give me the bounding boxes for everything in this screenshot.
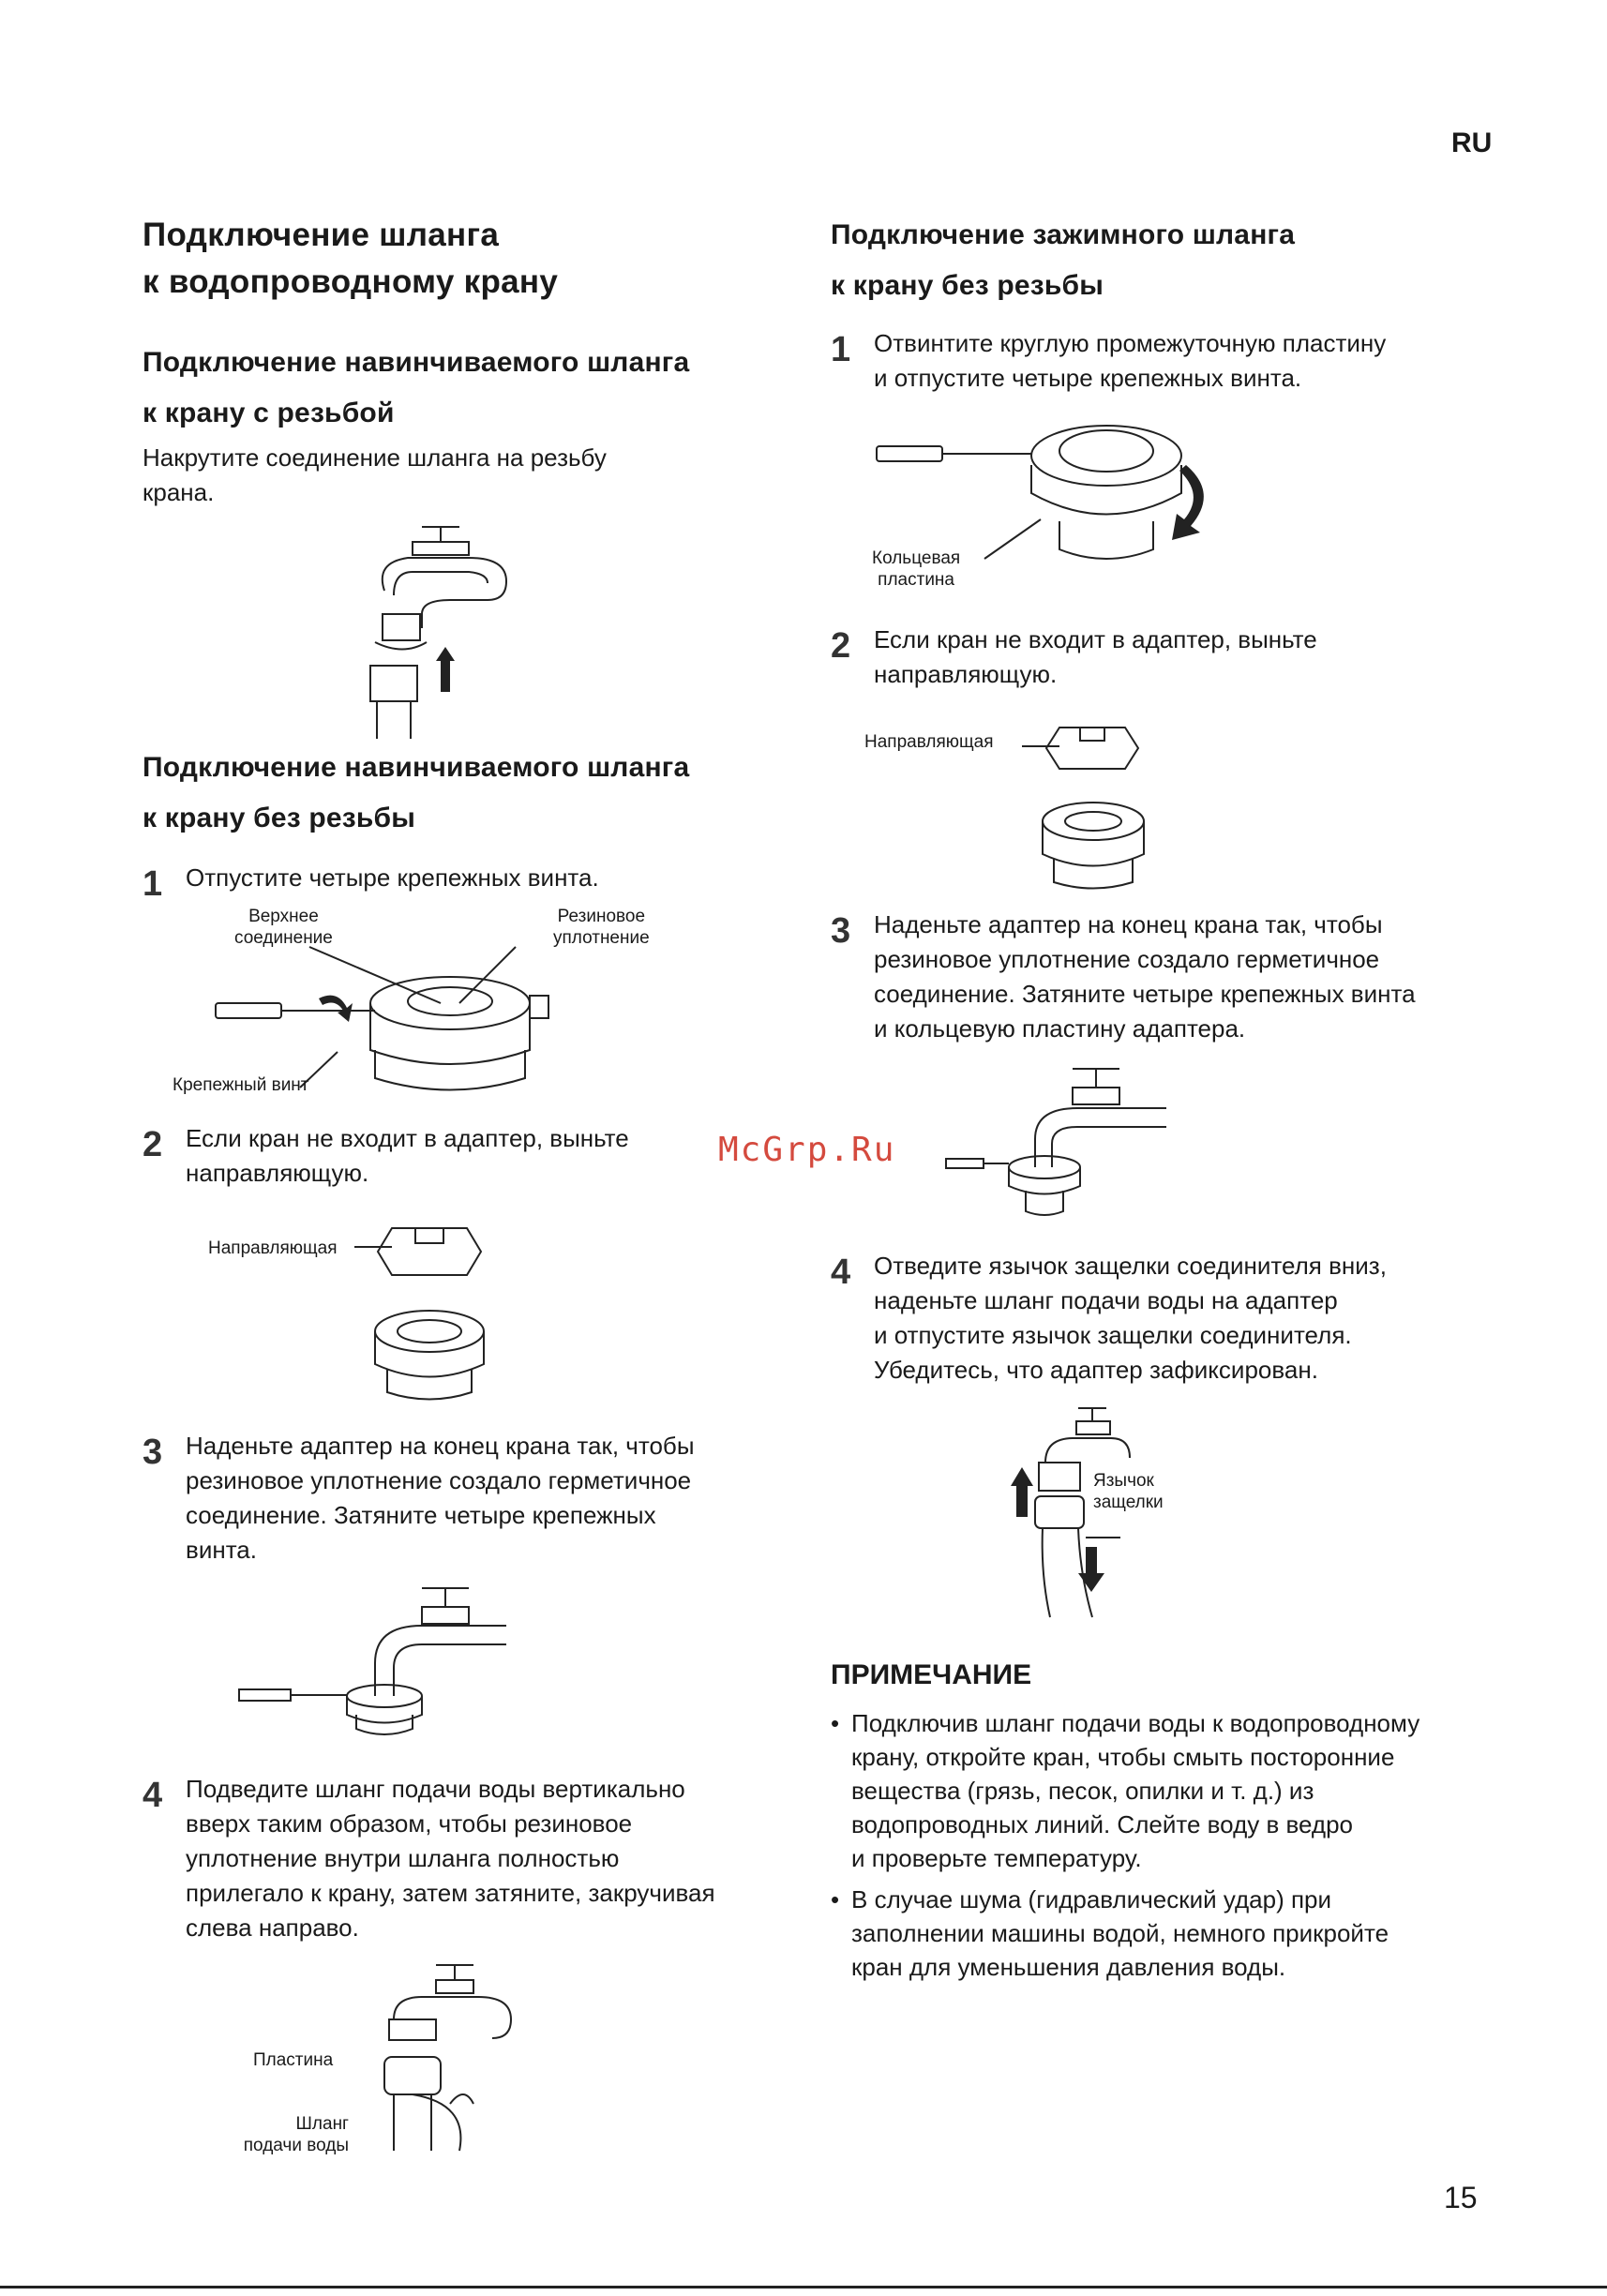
caption-guide-right: Направляющая	[864, 732, 994, 752]
latch-hose-illustration	[1003, 1406, 1134, 1624]
caption-guide-left: Направляющая	[208, 1238, 338, 1258]
caption-ring-plate: Кольцевая пластина	[872, 548, 961, 590]
tap-adapter-illustration	[234, 1588, 516, 1738]
caption-rubber-seal: Резиновое уплотнение	[553, 907, 650, 948]
left-section-title: Подключение шланга к водопроводному крану	[143, 217, 559, 300]
threaded-text: Накрутите соединение шланга на резьбу крана.	[143, 443, 607, 506]
step-number: 4	[143, 1776, 163, 1815]
step-number: 4	[831, 1253, 851, 1292]
caption-upper-joint: Верхнее соединение	[234, 907, 333, 948]
threaded-heading: Подключение навинчиваемого шланга к крану с резьбой	[143, 347, 690, 428]
watermark: McGrp.Ru	[718, 1131, 896, 1169]
step-number: 2	[831, 626, 851, 666]
step-number: 3	[143, 1433, 163, 1472]
step-number: 3	[831, 911, 851, 951]
step-number: 1	[143, 864, 163, 904]
step-number: 1	[831, 330, 851, 369]
threaded-tap-illustration	[356, 525, 525, 741]
caption-latch: Язычок защелки	[1093, 1471, 1164, 1512]
step-number: 2	[143, 1125, 163, 1164]
note-heading: ПРИМЕЧАНИЕ	[831, 1659, 1032, 1690]
hose-tightening-illustration	[356, 1963, 525, 2160]
bottom-divider	[0, 2286, 1607, 2288]
caption-supply-hose: Шланг подачи воды	[243, 2114, 349, 2155]
caption-fixing-screw: Крепежный винт	[173, 1075, 309, 1095]
caption-plate: Пластина	[253, 2050, 334, 2070]
adapter-screw-illustration	[206, 947, 581, 1088]
page-number: 15	[1444, 2181, 1478, 2214]
guide-adapter-illustration	[364, 1209, 495, 1397]
unthreaded-heading: Подключение навинчиваемого шланга к крану без резьбы	[143, 752, 690, 833]
language-label: RU	[1451, 128, 1493, 158]
clamp-tap-illustration	[941, 1069, 1176, 1219]
guide-adapter-illustration-right	[1026, 709, 1157, 896]
right-section-title: Подключение зажимного шланга к крану без резьбы	[831, 219, 1296, 301]
